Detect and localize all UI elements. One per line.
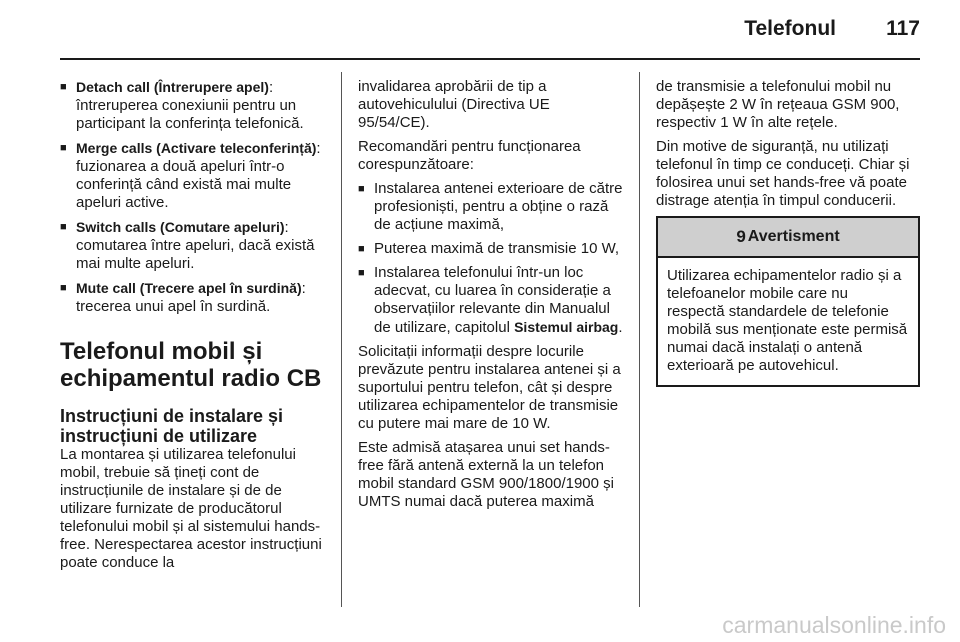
- page-number: 117: [886, 17, 920, 40]
- paragraph: Recomandări pentru funcționarea corespunzătoare:: [358, 138, 581, 173]
- paragraph: invalidarea aprobării de tip a autovehiculului (Directiva UE 95/54/CE).: [358, 78, 550, 131]
- warning-icon: 9: [736, 227, 746, 246]
- paragraph: Din motive de siguranță, nu utilizați telefonul în timp ce conduceți. Chiar și folosirea unui set hands-free vă poate distrage atenția în timpul conducerii.: [656, 138, 910, 209]
- column-3: [656, 78, 920, 387]
- recommendations-list: [358, 180, 624, 337]
- list-item: ■ Switch calls (Comutare apeluri): comutarea între apeluri, dacă există mai multe apeluri.: [60, 218, 326, 273]
- list-item: ■ Merge calls (Activare teleconferință): fuzionarea a două apeluri într-o conferință când există mai multe apeluri active.: [60, 139, 326, 212]
- warning-body: Utilizarea echipamentelor radio și a telefoanelor mobile care nu respectă standardele de telefonie mobilă sus menționate este permisă numai dacă instalați o antenă exterioară pe autovehicul.: [667, 267, 908, 374]
- paragraph: de transmisie a telefonului mobil nu depășește 2 W în rețeaua GSM 900, respectiv 1 W în alte rețele.: [656, 78, 900, 131]
- header-title: Telefonul: [744, 17, 836, 40]
- airbag-reference: Sistemul airbag: [514, 319, 619, 335]
- warning-box: [656, 216, 920, 387]
- list-item: ■ Instalarea antenei exterioare de către profesioniști, pentru a obține o rază de acțiune maximă,: [358, 180, 624, 234]
- paragraph: Este admisă atașarea unui set hands-free fără antenă externă la un telefon mobil standard GSM 900/1800/1900 și UMTS numai dacă puterea maximă: [358, 439, 614, 510]
- warning-header: [658, 218, 918, 258]
- list-item: ■ Instalarea telefonului într-un loc adecvat, cu luarea în considerație a observațiilor relevante din Manualul de utilizare, capitolul Sistemul airbag.: [358, 264, 624, 337]
- section-title: Telefonul mobil și echipamentul radio CB: [60, 338, 322, 392]
- paragraph: La montarea și utilizarea telefonului mobil, trebuie să țineți cont de instrucțiunile de instalare și de de utilizare furnizate de producătorul telefonului mobil și al sistemului hands-free. Nerespectarea acestor instrucțiuni poate conduce la: [60, 446, 322, 571]
- list-item: ■ Puterea maximă de transmisie 10 W,: [358, 240, 624, 258]
- paragraph: Solicitații informații despre locurile prevăzute pentru instalarea antenei și a suportului pentru telefon, cât și despre utilizarea echipamentelor de transmisie cu putere mai mare de 10 W.: [358, 343, 621, 432]
- header-rule: [60, 58, 920, 60]
- list-item: ■ Mute call (Trecere apel în surdină): trecerea unui apel în surdină.: [60, 279, 326, 316]
- subsection-title: Instrucțiuni de instalare și instrucțiuni de utilizare: [60, 406, 284, 446]
- warning-title: Avertisment: [747, 228, 840, 245]
- watermark: carmanualsonline.info: [722, 612, 946, 638]
- column-1: [60, 78, 326, 578]
- column-divider: [341, 72, 342, 607]
- column-divider: [639, 72, 640, 607]
- list-item: ■ Detach call (Întrerupere apel): întreruperea conexiunii pentru un participant la conferința telefonică.: [60, 78, 326, 133]
- call-options-list: [60, 78, 326, 316]
- page-header: [0, 0, 960, 62]
- column-2: [358, 78, 624, 517]
